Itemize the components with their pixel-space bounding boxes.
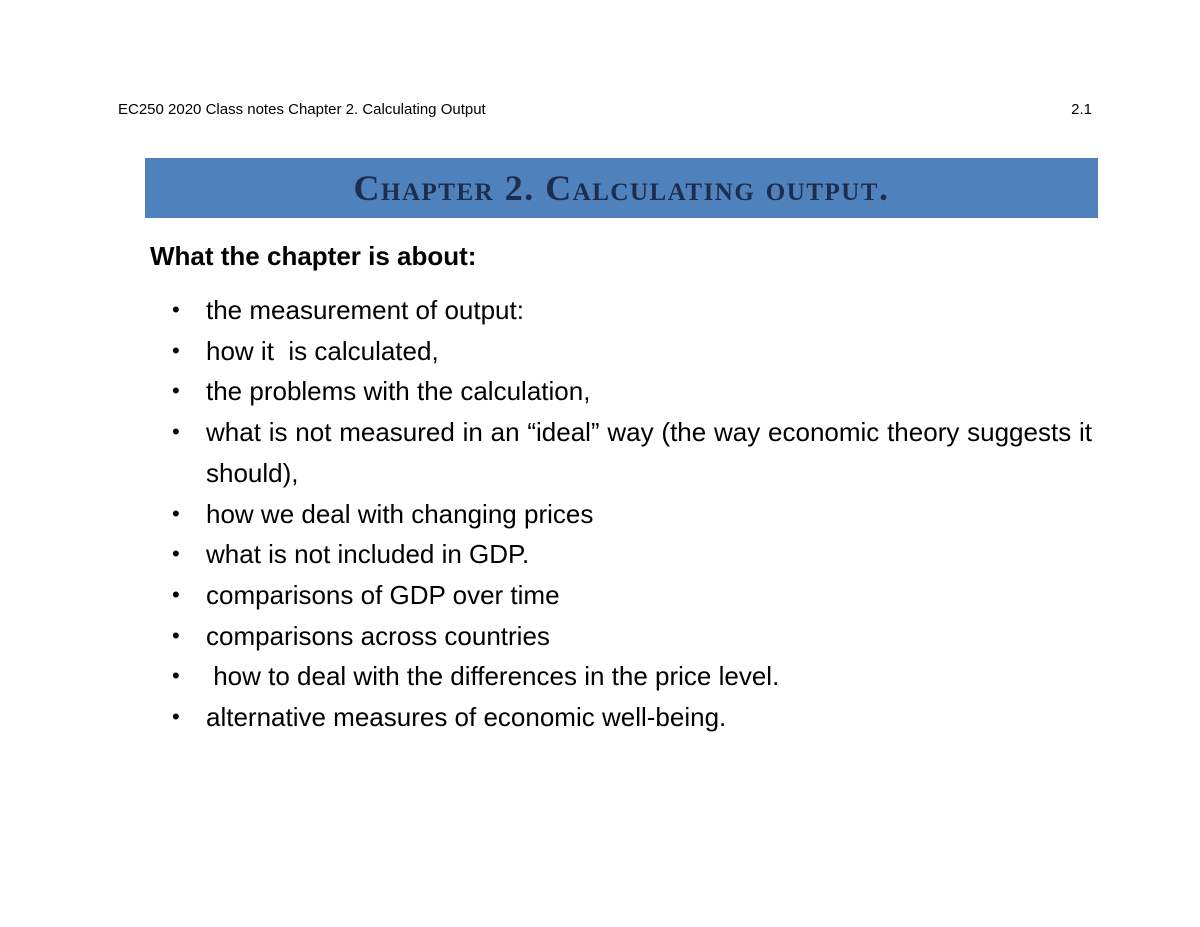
list-item-text: comparisons across countries xyxy=(206,620,550,651)
list-item-text: what is not included in GDP. xyxy=(206,539,530,570)
list-item xyxy=(172,697,1092,738)
bullet-icon: • xyxy=(172,500,180,526)
chapter-title-banner xyxy=(145,158,1098,218)
header-course-title: EC250 2020 Class notes Chapter 2. Calculating Output xyxy=(118,101,486,118)
list-item-text: the problems with the calculation, xyxy=(206,376,591,407)
list-item-text: how to deal with the differences in the price level. xyxy=(206,661,780,692)
chapter-title: Chapter 2. Calculating output. xyxy=(353,168,890,208)
bullet-icon: • xyxy=(172,581,180,607)
list-item xyxy=(172,575,1092,616)
section-heading: What the chapter is about: xyxy=(150,241,477,271)
header-page-number: 2.1 xyxy=(1071,101,1092,118)
list-item-text: what is not measured in an “ideal” way (the way economic theory suggests it should), xyxy=(206,417,1092,488)
bullet-icon: • xyxy=(172,541,180,567)
list-item xyxy=(172,616,1092,657)
bullet-icon: • xyxy=(172,419,180,445)
list-item xyxy=(172,534,1092,575)
bullet-icon: • xyxy=(172,622,180,648)
bullet-icon: • xyxy=(172,337,180,363)
topic-list xyxy=(172,290,1092,738)
list-item xyxy=(172,371,1092,412)
list-item-text: how it is calculated, xyxy=(206,335,439,366)
list-item xyxy=(172,412,1092,493)
list-item-text: how we deal with changing prices xyxy=(206,498,594,529)
bullet-icon: • xyxy=(172,297,180,322)
bullet-icon: • xyxy=(172,378,180,404)
list-item xyxy=(172,331,1092,372)
list-item xyxy=(172,494,1092,535)
list-item xyxy=(172,290,1092,331)
list-item-text: alternative measures of economic well-being. xyxy=(206,702,727,733)
running-header xyxy=(118,100,1092,120)
list-item-text: the measurement of output: xyxy=(206,295,524,325)
bullet-icon: • xyxy=(172,704,180,730)
list-item xyxy=(172,656,1092,697)
list-item-text: comparisons of GDP over time xyxy=(206,579,560,610)
bullet-icon: • xyxy=(172,663,180,689)
